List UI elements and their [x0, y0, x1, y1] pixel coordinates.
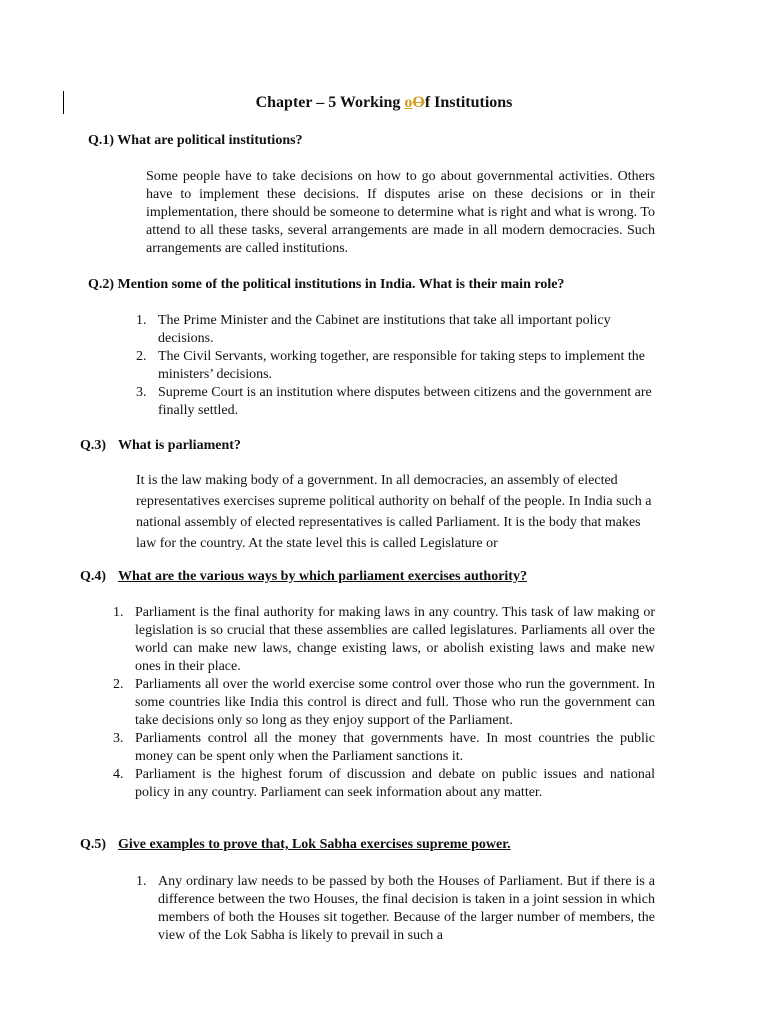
list-item: 2. Parliaments all over the world exercise some control over those who run the government. In some countries like India this control is direct and full. Those who run the government can take decisions only so long as they enjoy support of the Parliament. [113, 677, 655, 728]
list-item: 1. The Prime Minister and the Cabinet are institutions that take all important policy decisions. [136, 313, 611, 346]
list-item: 1. Any ordinary law needs to be passed by both the Houses of Parliament. But if there is a difference between the two Houses, the final decision is taken in a joint session in which members of both the Houses sit together. Because of the larger number of members, the view of the Lok Sabha is likely to prevail in such a [136, 874, 655, 943]
question-2-heading: Q.2) Mention some of the political institutions in India. What is their main role? [88, 277, 565, 292]
question-1-heading: Q.1) What are political institutions? [88, 133, 303, 148]
tracked-deletion: O [412, 94, 425, 111]
list-item: 3. Supreme Court is an institution where disputes between citizens and the government are finally settled. [136, 385, 652, 418]
page-title: Chapter – 5 Working oOf Institutions [255, 94, 513, 111]
question-2-list [136, 312, 656, 420]
list-item: 4. Parliament is the highest forum of discussion and debate on public issues and national policy in any country. Parliament can seek information about any matter. [113, 767, 655, 800]
question-5-list [136, 873, 655, 945]
tracked-insertion: o [404, 94, 413, 111]
question-4-heading: Q.4) What are the various ways by which parliament exercises authority? [80, 569, 527, 584]
question-4-list [113, 604, 655, 802]
question-3-answer: It is the law making body of a government. In all democracies, an assembly of elected representatives exercises supreme political authority on behalf of the people. In India such a national assembly of elected representatives is called Parliament. It is the body that makes law for the country. At the state level this is called Legislature or [136, 473, 652, 551]
question-5-heading: Q.5) Give examples to prove that, Lok Sabha exercises supreme power. [80, 837, 511, 852]
question-1-answer: Some people have to take decisions on how to go about governmental activities. Others have to implement these decisions. If disputes arise on these decisions or in their implementation, there should be someone to determine what is right and what is wrong. To attend to all these tasks, several arrangements are made in all modern democracies. Such arrangements are called institutions. [146, 169, 655, 256]
question-3-heading: Q.3) What is parliament? [80, 438, 241, 453]
list-item: 1. Parliament is the final authority for making laws in any country. This task of law making or legislation is so crucial that these assemblies are called legislatures. Parliaments all over the world can make new laws, change existing laws, or abolish existing laws and make new ones in their place. [113, 605, 655, 674]
list-item: 3. Parliaments control all the money that governments have. In most countries the public money can be spent only when the Parliament sanctions it. [113, 731, 655, 764]
list-item: 2. The Civil Servants, working together, are responsible for taking steps to implement the ministers’ decisions. [136, 349, 645, 382]
